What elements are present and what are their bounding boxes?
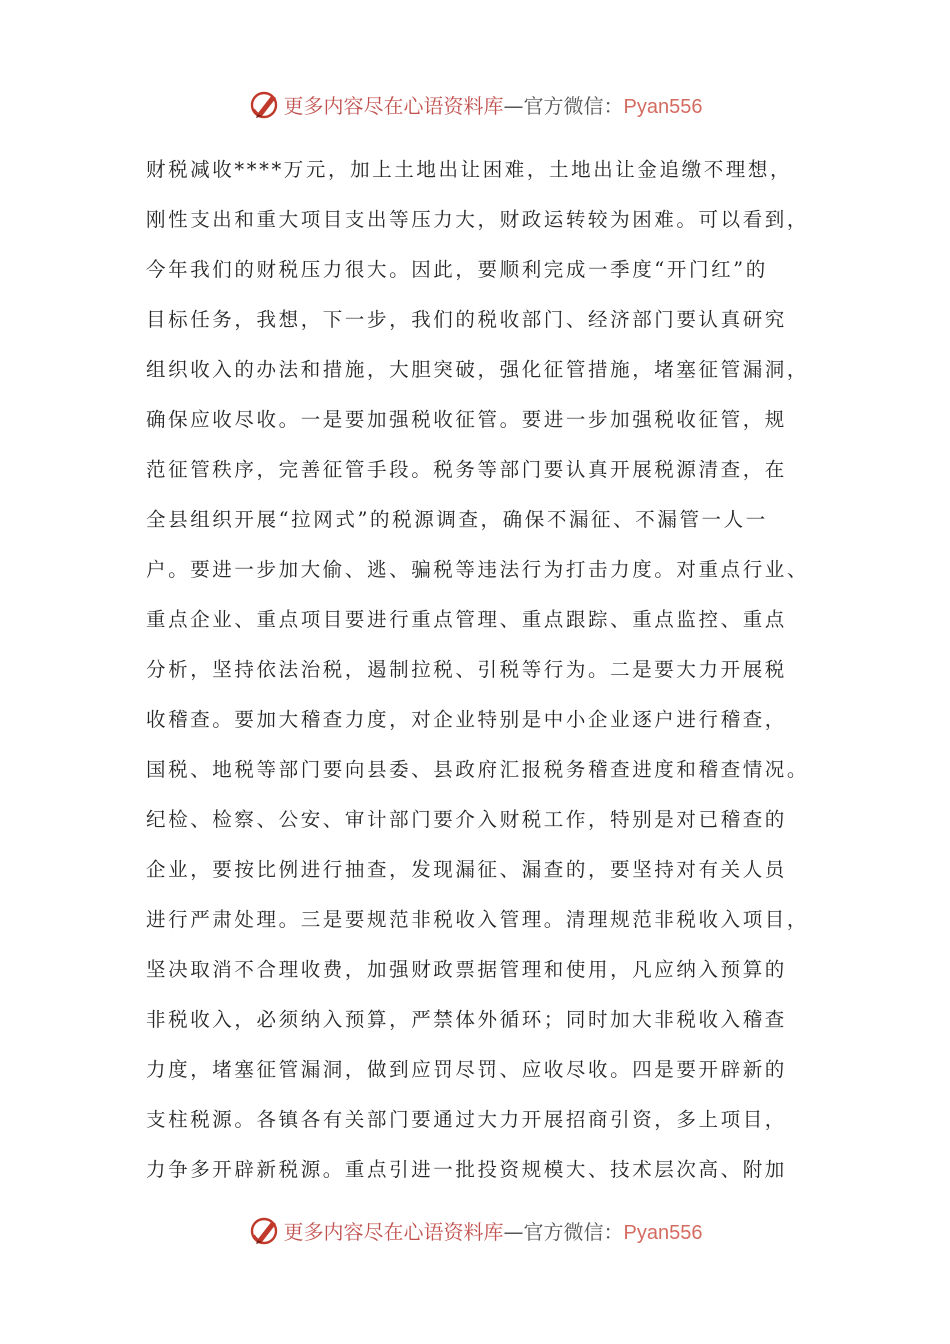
body-text-line: 企业，要按比例进行抽查，发现漏征、漏查的，要坚持对有关人员 (146, 858, 787, 881)
body-text-line: 目标任务，我想，下一步，我们的税收部门、经济部门要认真研究 (146, 308, 787, 331)
body-text-line: 户。要进一步加大偷、逃、骗税等违法行为打击力度。对重点行业、 (146, 558, 810, 581)
watermark-dash: — (503, 1219, 524, 1244)
body-text-line: 组织收入的办法和措施，大胆突破，强化征管措施，堵塞征管漏洞， (146, 358, 810, 381)
body-text-line: 全县组织开展“拉网式”的税源调查，确保不漏征、不漏管一人一 (146, 508, 768, 531)
watermark-main-text: 更多内容尽在心语资料库 (283, 1219, 504, 1244)
body-text-line: 刚性支出和重大项目支出等压力大，财政运转较为困难。可以看到， (146, 208, 810, 231)
body-text-line: 力度，堵塞征管漏洞，做到应罚尽罚、应收尽收。四是要开辟新的 (146, 1058, 787, 1081)
body-text-line: 纪检、检察、公安、审计部门要介入财税工作，特别是对已稽查的 (146, 808, 787, 831)
pen-logo-icon (248, 87, 282, 121)
watermark-main-text: 更多内容尽在心语资料库 (283, 93, 504, 118)
body-text-line: 国税、地税等部门要向县委、县政府汇报税务稽查进度和稽查情况。 (146, 758, 810, 781)
body-text-line: 分析，坚持依法治税，遏制拉税、引税等行为。二是要大力开展税 (146, 658, 787, 681)
watermark-wechat-label: 官方微信： (523, 1219, 624, 1244)
body-text-line: 今年我们的财税压力很大。因此，要顺利完成一季度“开门红”的 (146, 258, 768, 281)
pen-logo-icon (248, 1213, 282, 1247)
body-text-line: 非税收入，必须纳入预算，严禁体外循环；同时加大非税收入稽查 (146, 1008, 787, 1031)
body-text-line: 确保应收尽收。一是要加强税收征管。要进一步加强税收征管，规 (146, 408, 787, 431)
footer-watermark-banner (0, 1210, 950, 1250)
body-text-line: 收稽查。要加大稽查力度，对企业特别是中小企业逐户进行稽查， (146, 708, 787, 731)
body-text-line: 重点企业、重点项目要进行重点管理、重点跟踪、重点监控、重点 (146, 608, 787, 631)
watermark-text (284, 90, 703, 119)
document-body (146, 145, 836, 1195)
watermark-wechat-id: Pyan556 (623, 1221, 703, 1244)
header-watermark-banner (0, 84, 950, 124)
watermark-text (284, 1216, 703, 1245)
watermark-wechat-label: 官方微信： (523, 93, 624, 118)
body-text-line: 支柱税源。各镇各有关部门要通过大力开展招商引资，多上项目， (146, 1108, 787, 1131)
body-text-line: 坚决取消不合理收费，加强财政票据管理和使用，凡应纳入预算的 (146, 958, 787, 981)
watermark-wechat-id: Pyan556 (623, 95, 703, 118)
body-text-line: 进行严肃处理。三是要规范非税收入管理。清理规范非税收入项目， (146, 908, 810, 931)
body-text-line: 财税减收****万元，加上土地出让困难，土地出让金追缴不理想， (146, 158, 793, 181)
watermark-dash: — (503, 93, 524, 118)
body-text-line: 力争多开辟新税源。重点引进一批投资规模大、技术层次高、附加 (146, 1158, 787, 1181)
body-text-line: 范征管秩序，完善征管手段。税务等部门要认真开展税源清查，在 (146, 458, 787, 481)
